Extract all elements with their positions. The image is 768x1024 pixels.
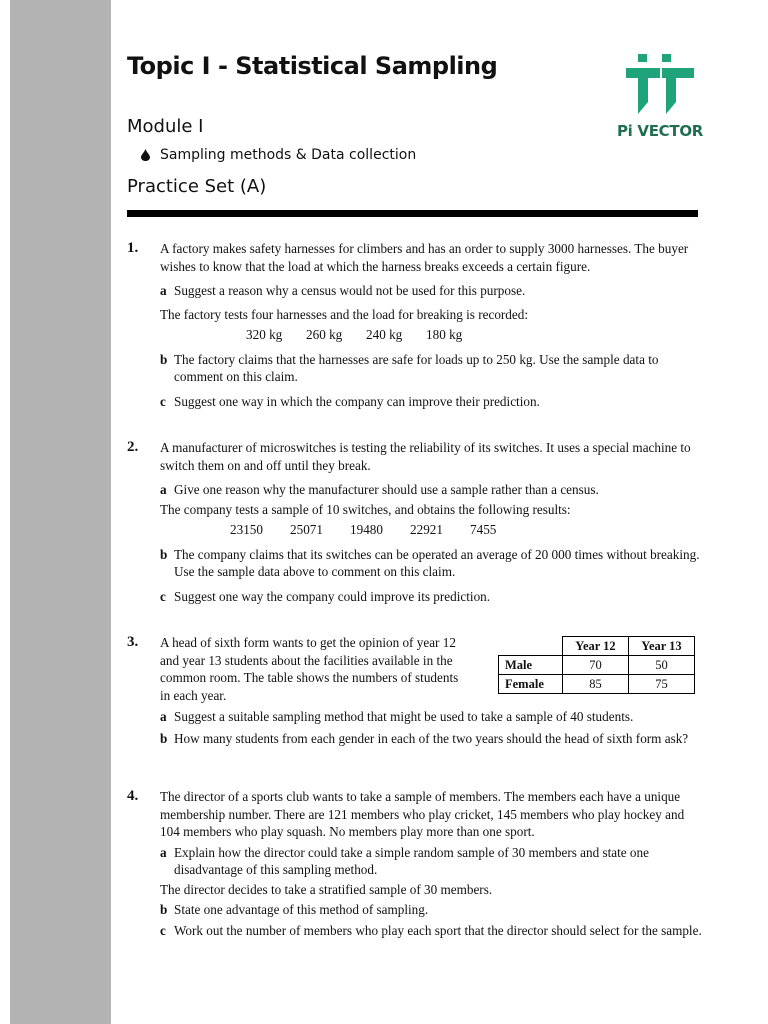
value-item: 25071 [290,522,323,537]
left-grey-bar [10,0,111,1024]
question-part-a [160,708,700,726]
question-intro: A head of sixth form wants to get the opinion of year 12 and year 13 students about the facilities available in the common room. The table shows the numbers of students in each year. [160,635,459,703]
topic-bullet-text: Sampling methods & Data collection [160,147,417,163]
question-statement: The company tests a sample of 10 switches, and obtains the following results: [160,501,571,517]
value-item: 23150 [230,522,263,537]
part-text: How many students from each gender in each of the two years should the head of sixth form ask? [174,730,689,746]
practice-set-heading: Practice Set (A) [127,176,267,197]
table-cell: 85 [563,675,629,694]
value-item: 180 kg [426,327,463,342]
question-intro: A factory makes safety harnesses for climbers and has an order to supply 3000 harnesses. The buyer wishes to know that the load at which the harness breaks exceeds a certain figure. [160,241,689,274]
question-part-c [160,922,707,940]
table-row [499,656,695,675]
question-part-a [160,481,707,499]
module-heading: Module I [127,116,204,137]
question-part-b [160,546,707,581]
table-cell: 50 [629,656,695,675]
part-letter: b [160,546,168,562]
page-left-margin [0,0,10,1024]
value-item: 7455 [470,522,497,537]
part-letter: a [160,844,167,860]
question-number: 4. [127,788,139,804]
students-table [498,636,695,694]
question-part-a [160,282,707,300]
value-item: 19480 [350,522,383,537]
part-letter: b [160,351,168,367]
drop-bullet-icon [141,149,150,161]
question-part-a [160,844,707,879]
part-text: Work out the number of members who play each sport that the director should select for the sample. [174,922,702,938]
part-text: State one advantage of this method of sampling. [174,902,429,917]
part-letter: a [160,283,167,298]
question-part-c [160,588,707,606]
part-letter: c [160,588,166,604]
table-corner [499,637,563,656]
table-row-header: Male [499,656,563,675]
part-text: The company claims that its switches can be operated an average of 20 000 times without breaking. Use the sample data above to comment on this claim. [174,546,700,579]
part-text: Suggest one way the company could improve its prediction. [174,588,491,604]
part-letter: a [160,482,167,497]
question-statement: The director decides to take a stratified sample of 30 members. [160,881,493,897]
part-letter: b [160,902,168,917]
part-letter: c [160,393,166,409]
question-number: 1. [127,240,139,256]
part-text: Suggest a reason why a census would not be used for this purpose. [174,283,526,298]
question-part-c [160,393,707,411]
table-row [499,675,695,694]
table-header-row [499,637,695,656]
document-page [111,0,768,1024]
question-intro: The director of a sports club wants to take a sample of members. The members each have a unique membership number. There are 121 members who play cricket, 145 members who play hockey and 104 members who play squash. No members play more than one sport. [160,789,685,839]
part-text: Explain how the director could take a simple random sample of 30 members and state one disadvantage of this sampling method. [174,844,649,877]
table-cell: 75 [629,675,695,694]
pi-vector-logo [616,52,704,144]
value-item: 240 kg [366,327,403,342]
table-row-header: Female [499,675,563,694]
table-column-header: Year 13 [629,637,695,656]
question-4 [127,788,707,939]
question-2 [127,439,707,605]
part-letter: c [160,922,166,938]
part-letter: b [160,730,168,746]
value-item: 320 kg [246,327,283,342]
question-part-b [160,351,707,386]
part-text: Give one reason why the manufacturer should use a sample rather than a census. [174,482,599,497]
question-number: 2. [127,439,139,455]
question-intro: A manufacturer of microswitches is testing the reliability of its switches. It uses a special machine to switch them on and off until they break. [160,440,691,473]
question-statement: The factory tests four harnesses and the load for breaking is recorded: [160,306,529,322]
part-text: The factory claims that the harnesses are safe for loads up to 250 kg. Use the sample data to comment on this claim. [174,351,659,384]
question-number: 3. [127,634,139,650]
question-part-b [160,901,707,919]
heading-rule [127,210,698,217]
pi-vector-mark-icon [626,52,694,114]
table-cell: 70 [563,656,629,675]
topic-bullet [141,147,416,163]
values-row [230,521,707,539]
part-text: Suggest one way in which the company can improve their prediction. [174,393,540,409]
question-part-b [160,730,700,748]
logo-wordmark: Pi VECTOR [616,122,704,140]
part-text: Suggest a suitable sampling method that might be used to take a sample of 40 students. [174,709,634,724]
values-row [246,326,707,344]
table-column-header: Year 12 [563,637,629,656]
page-title: Topic I - Statistical Sampling [127,52,498,80]
part-letter: a [160,709,167,724]
value-item: 260 kg [306,327,343,342]
question-1 [127,240,707,410]
value-item: 22921 [410,522,443,537]
